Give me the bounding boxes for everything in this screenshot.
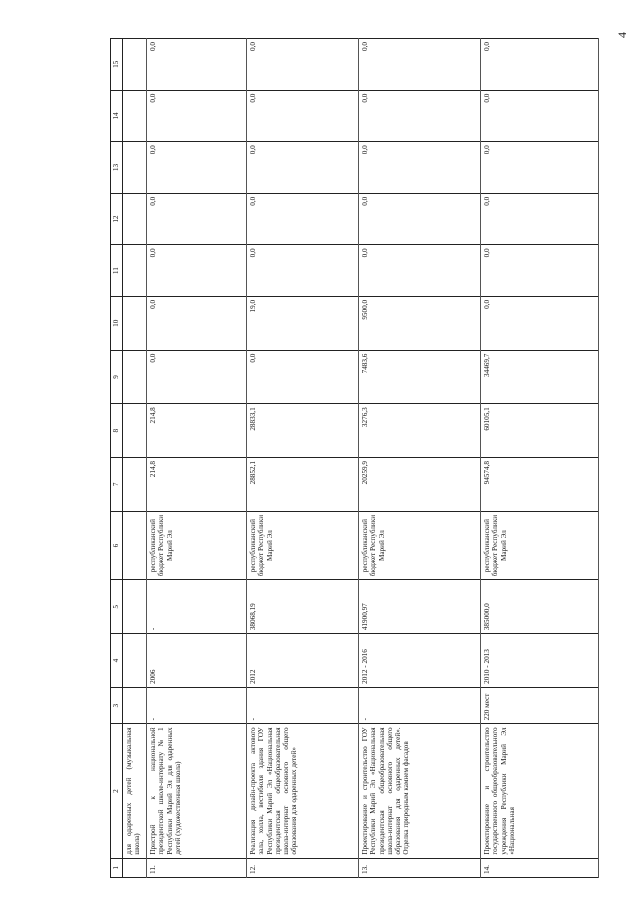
table-body — [123, 39, 599, 878]
table-cell-c1: 12. — [247, 858, 359, 877]
table-cell-c8: 214,8 — [147, 404, 247, 458]
col-header: 5 — [111, 580, 123, 634]
table-cell-c5: 41900,97 — [359, 580, 481, 634]
table-cell-c15: 0,0 — [147, 39, 247, 91]
table-cell-c11: 0,0 — [359, 245, 481, 297]
table-cell-c13: 0,0 — [359, 142, 481, 194]
table-cell-c12: 0,0 — [481, 193, 599, 245]
table-cell-c12 — [123, 193, 147, 245]
table-cell-c15: 0,0 — [359, 39, 481, 91]
table-cell-c3: - — [247, 687, 359, 724]
col-header: 7 — [111, 458, 123, 512]
table-cell-c7: 214,8 — [147, 458, 247, 512]
table-row — [481, 39, 599, 878]
table-row — [123, 39, 147, 878]
table-cell-c4: 2010 - 2013 — [481, 634, 599, 688]
table-cell-c4: 2006 — [147, 634, 247, 688]
column-number-row — [111, 39, 123, 878]
rotated-table-page — [110, 18, 630, 878]
table-cell-c11: 0,0 — [481, 245, 599, 297]
table-cell-c4: 2012 — [247, 634, 359, 688]
table-cell-c12: 0,0 — [247, 193, 359, 245]
col-header: 8 — [111, 404, 123, 458]
table-cell-c14: 0,0 — [481, 90, 599, 142]
table-cell-c15 — [123, 39, 147, 91]
table-cell-c7 — [123, 458, 147, 512]
table-cell-c3: 220 мест — [481, 687, 599, 724]
table-cell-c10 — [123, 296, 147, 350]
col-header: 13 — [111, 142, 123, 194]
table-cell-c14 — [123, 90, 147, 142]
table-cell-c9: 0,0 — [147, 350, 247, 404]
table-cell-c8 — [123, 404, 147, 458]
table-cell-c14: 0,0 — [359, 90, 481, 142]
table-cell-c3: - — [359, 687, 481, 724]
table-cell-c7: 28852,1 — [247, 458, 359, 512]
col-header: 3 — [111, 687, 123, 724]
table-cell-c11 — [123, 245, 147, 297]
table-cell-c8: 60105,1 — [481, 404, 599, 458]
col-header: 12 — [111, 193, 123, 245]
table-cell-c11: 0,0 — [147, 245, 247, 297]
table-cell-c9: 0,0 — [247, 350, 359, 404]
table-cell-c2: Реализация дизайн-проекта актового зала, холла, вестибюля здания ГОУ Республики Марий Эл «Национальная президентская общеобразовательная школа-интернат основного общего образования для одаренных детей» — [247, 724, 359, 858]
table-cell-c6 — [123, 511, 147, 580]
table-cell-c4 — [123, 634, 147, 688]
col-header: 14 — [111, 90, 123, 142]
table-cell-c14: 0,0 — [147, 90, 247, 142]
table-cell-c2: для одаренных детей (музыкальная школа) — [123, 724, 147, 858]
col-header: 4 — [111, 634, 123, 688]
table-cell-c1: 13. — [359, 858, 481, 877]
col-header: 15 — [111, 39, 123, 91]
table-cell-c3 — [123, 687, 147, 724]
table-cell-c9 — [123, 350, 147, 404]
table-cell-c8: 28833,1 — [247, 404, 359, 458]
table-cell-c5 — [123, 580, 147, 634]
col-header: 6 — [111, 511, 123, 580]
table-cell-c1: 14. — [481, 858, 599, 877]
table-cell-c10: 19,0 — [247, 296, 359, 350]
table-cell-c5: 38068,19 — [247, 580, 359, 634]
col-header: 1 — [111, 858, 123, 877]
table-cell-c2: Пристрой к национальной президентской школе-интернату № 1 Республики Марий Эл для одаренных детей (художественная школа) — [147, 724, 247, 858]
table-cell-c12: 0,0 — [359, 193, 481, 245]
col-header: 9 — [111, 350, 123, 404]
budget-table — [110, 38, 599, 878]
table-cell-c2: Проектирование и строительство государственного общеобразовательного учреждения Республики Марий Эл «Национальная — [481, 724, 599, 858]
table-cell-c12: 0,0 — [147, 193, 247, 245]
table-row — [147, 39, 247, 878]
page-number: 4 — [615, 32, 629, 38]
table-cell-c1 — [123, 858, 147, 877]
table-cell-c1: 11. — [147, 858, 247, 877]
table-row — [359, 39, 481, 878]
table-cell-c7: 20259,9 — [359, 458, 481, 512]
table-cell-c6: республиканский бюджет Республики Марий Эл — [359, 511, 481, 580]
table-cell-c15: 0,0 — [247, 39, 359, 91]
table-cell-c10: 9500,0 — [359, 296, 481, 350]
table-row — [247, 39, 359, 878]
table-cell-c9: 7483,6 — [359, 350, 481, 404]
table-cell-c11: 0,0 — [247, 245, 359, 297]
table-cell-c15: 0,0 — [481, 39, 599, 91]
table-cell-c14: 0,0 — [247, 90, 359, 142]
table-cell-c6: республиканский бюджет Республики Марий Эл — [247, 511, 359, 580]
table-cell-c6: республиканский бюджет Республики Марий Эл — [481, 511, 599, 580]
table-cell-c13: 0,0 — [481, 142, 599, 194]
table-cell-c10: 0,0 — [481, 296, 599, 350]
table-cell-c13 — [123, 142, 147, 194]
table-cell-c4: 2012 - 2016 — [359, 634, 481, 688]
col-header: 2 — [111, 724, 123, 858]
table-cell-c10: 0,0 — [147, 296, 247, 350]
col-header: 10 — [111, 296, 123, 350]
table-cell-c7: 94574,8 — [481, 458, 599, 512]
table-cell-c5: 385000,0 — [481, 580, 599, 634]
table-cell-c13: 0,0 — [247, 142, 359, 194]
table-cell-c2: Проектирование и строительство ГОУ Республики Марий Эл «Национальная президентская общеобразовательная школа-интернат основного общего образования для одаренных детей». Отделка природным камнем фасадов — [359, 724, 481, 858]
table-cell-c6: республиканский бюджет Республики Марий Эл — [147, 511, 247, 580]
table-cell-c8: 3276,3 — [359, 404, 481, 458]
table-cell-c3: - — [147, 687, 247, 724]
table-cell-c13: 0,0 — [147, 142, 247, 194]
col-header: 11 — [111, 245, 123, 297]
table-cell-c9: 34469,7 — [481, 350, 599, 404]
table-cell-c5: - — [147, 580, 247, 634]
